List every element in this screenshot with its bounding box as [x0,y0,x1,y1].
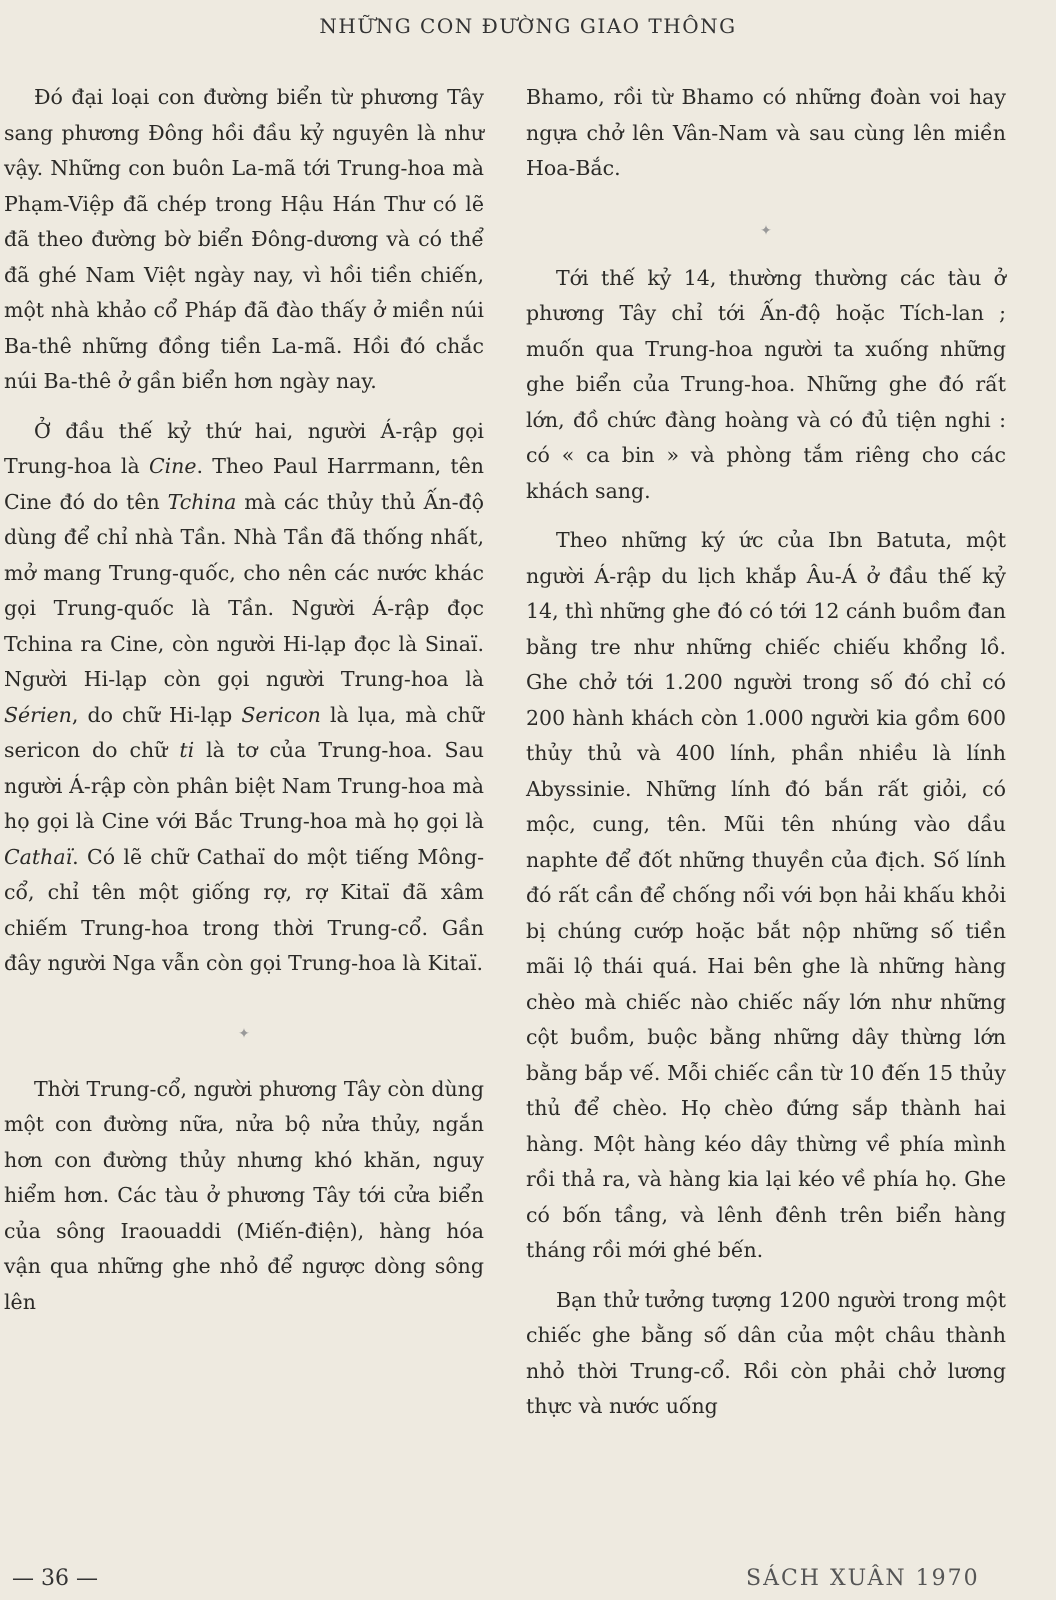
paragraph: Bhamo, rồi từ Bhamo có những đoàn voi hay ngựa chở lên Vân-Nam và sau cùng lên miền Hoa-Bắc. [526,85,1006,180]
paragraph: Đó đại loại con đường biển từ phương Tây sang phương Đông hồi đầu kỷ nguyên là như vậy. Những con buôn La-mã tới Trung-hoa mà Phạm-Việp đã chép trong Hậu Hán Thư có lẽ đã theo đường bờ biển Đông-dương và có thể đã ghé Nam Việt ngày nay, vì hồi tiền chiến, một nhà khảo cổ Pháp đã đào thấy ở miền núi Ba-thê những đồng tiền La-mã. Hồi đó chắc núi Ba-thê ở gần biển hơn ngày nay. [4,85,484,393]
italic-term: Cine [148,454,197,478]
italic-term: Tchina [167,489,237,514]
text-run: . Có lẽ chữ Cathaï do một tiếng Mông-cổ, chỉ tên một giống rợ, rợ Kitaï đã xâm chiếm Trung-hoa trong thời Trung-cổ. Gần đây người Nga vẫn còn gọi Trung-hoa là Kitaï. [4,844,484,975]
text-run: , do chữ Hi-lạp [71,702,242,727]
italic-term: Cathaï [4,844,73,869]
left-column [4,80,484,1334]
page-number: — 36 — [12,1566,98,1591]
section-separator: ✦ [760,222,772,239]
text-run: mà các thủy thủ Ấn-độ dùng để chỉ nhà Tần. Nhà Tần đã thống nhất, mở mang Trung-quốc, cho nên các nước khác gọi Trung-quốc là Tần. Người Á-rập đọc Tchina ra Cine, còn người Hi-lạp đọc là Sinaï. Người Hi-lạp còn gọi người Trung-hoa là [4,489,484,691]
footer-label: SÁCH XUÂN 1970 [746,1566,980,1591]
page-header: NHỮNG CON ĐƯỜNG GIAO THÔNG [319,14,737,38]
italic-term: Sérien [4,702,72,727]
italic-term: Sericon [241,702,321,727]
text-run: là tơ của Trung-hoa. Sau người Á-rập còn phân biệt Nam Trung-hoa mà họ gọi là Cine với Bắc Trung-hoa mà họ gọi là [4,738,485,833]
paragraph: Thời Trung-cổ, người phương Tây còn dùng một con đường nữa, nửa bộ nửa thủy, ngắn hơn con đường thủy nhưng khó khăn, nguy hiểm hơn. Các tàu ở phương Tây tới cửa biển của sông Iraouaddi (Miến-điện), hàng hóa vận qua những ghe nhỏ để ngược dòng sông lên [4,1076,484,1314]
section-separator: ✦ [238,1025,250,1042]
italic-term: ti [179,738,195,762]
text-run: Ở đầu thế kỷ thứ hai, người Á-rập gọi Trung-hoa là [4,418,484,478]
paragraph: Tới thế kỷ 14, thường thường các tàu ở phương Tây chỉ tới Ấn-độ hoặc Tích-lan ; muốn qua Trung-hoa người ta xuống những ghe biển của Trung-hoa. Những ghe đó rất lớn, đồ chức đàng hoàng và có đủ tiện nghi : có « ca bin » và phòng tắm riêng cho các khách sang. [526,265,1006,503]
paragraph [4,414,484,982]
text-run: . Theo Paul Harrmann, tên Cine đó do tên [4,454,484,514]
text-run: là lụa, mà chữ sericon do chữ [4,702,484,762]
paragraph: Theo những ký ức của Ibn Batuta, một người Á-rập du lịch khắp Âu-Á ở đầu thế kỷ 14, thì những ghe đó có tới 12 cánh buồm đan bằng tre như những chiếc chiếu khổng lồ. Ghe chở tới 1.200 người trong số đó chỉ có 200 hành khách còn 1.000 người kia gồm 600 thủy thủ và 400 lính, phần nhiều là lính Abyssinie. Những lính đó bắn rất giỏi, có mộc, cung, tên. Mũi tên nhúng vào dầu naphte để đốt những thuyền của địch. Số lính đó rất cần để chống nổi với bọn hải khấu khỏi bị chúng cướp hoặc bắt nộp những số tiền mãi lộ thái quá. Hai bên ghe là những hàng chèo mà chiếc nào chiếc nấy lớn như những cột buồm, buộc bằng những dây thừng lớn bằng bắp vế. Mỗi chiếc cần từ 10 đến 15 thủy thủ để chèo. Họ chèo đứng sắp thành hai hàng. Một hàng kéo dây thừng về phía mình rồi thả ra, và hàng kia lại kéo về phía họ. Ghe có bốn tầng, và lênh đênh trên biển hàng tháng rồi mới ghé bến. [526,528,1006,1262]
right-column [526,80,1006,1439]
paragraph: Bạn thử tưởng tượng 1200 người trong một chiếc ghe bằng số dân của một châu thành nhỏ thời Trung-cổ. Rồi còn phải chở lương thực và nước uống [526,1287,1006,1418]
